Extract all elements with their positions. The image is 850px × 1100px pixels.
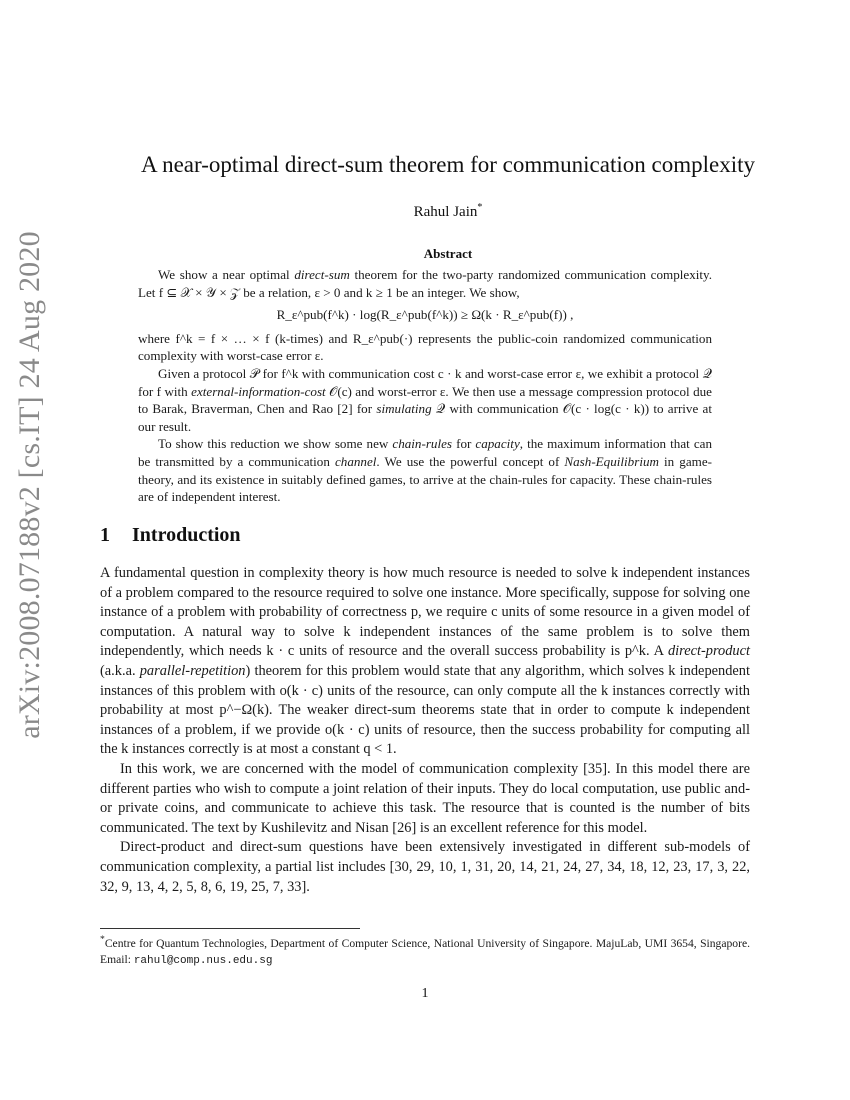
section-heading (100, 524, 500, 547)
page-number: 1 (421, 986, 429, 1001)
arxiv-identifier: arXiv:2008.07188v2 [cs.IT] 24 Aug 2020 (13, 231, 47, 739)
abstract-paragraph-1: We show a near optimal direct-sum theorem for the two-party randomized communication complexity. Let f ⊆ 𝒳 × 𝒴 × 𝒵 be a relation, ε > 0 and k ≥ 1 be an integer. We show, (138, 267, 712, 300)
author-name: Rahul Jain (413, 204, 478, 220)
section-title: Introduction (132, 524, 241, 546)
author-line (80, 202, 816, 221)
abstract-heading: Abstract (423, 246, 473, 261)
intro-paragraph-2: In this work, we are concerned with the model of communication complexity [35]. In this model there are different parties who wish to compute a joint relation of their inputs. They do local computation, use public and-or private coins, and communicate to achieve this task. The resource that is counted is the number of bits communicated. The text by Kushilevitz and Nisan [26] is an excellent reference for this model. (100, 760, 750, 836)
introduction-body (100, 564, 750, 897)
footnote (100, 932, 750, 969)
footnote-mark: * (100, 934, 105, 945)
intro-paragraph-1: A fundamental question in complexity theory is how much resource is needed to solve k independent instances of a problem compared to the resource required to solve one instance. More specifically, suppose for solving one instance of a problem with probability of correctness p, we require c units of some resource in a given model of computation. A natural way to solve k independent instances of the same problem is to solve them independently, which needs k · c units of resource and the overall success probability is p^k. A direct-product (a.k.a. parallel-repetition) theorem for this problem would state that any algorithm, which solves k independent instances of this problem with o(k · c) units of the resource, can only compute all the k instances correctly with probability at most p^−Ω(k). The weaker direct-sum theorems state that in order to compute k independent instances of a problem, if we provide o(k · c) units of resource, then the success probability for computing all the k instances correctly is at most a constant q < 1. (100, 565, 750, 758)
footnote-text: Centre for Quantum Technologies, Department of Computer Science, National University of Singapore. MajuLab, UMI 3654, Singapore. Email: (100, 936, 750, 966)
author-footnote-mark: * (477, 202, 483, 213)
abstract-equation: R_ε^pub(f^k) · log(R_ε^pub(f^k)) ≥ Ω(k · R_ε^pub(f)) , (276, 307, 574, 323)
abstract-body (138, 266, 712, 506)
abstract-paragraph-2: where f^k = f × … × f (k-times) and R_ε^pub(·) represents the public-coin randomized communication complexity with worst-case error ε. (138, 330, 712, 364)
intro-paragraph-3: Direct-product and direct-sum questions have been extensively investigated in different sub-models of communication complexity, a partial list includes [30, 29, 10, 1, 31, 20, 14, 21, 24, 27, 34, 18, 12, 23, 17, 3, 22, 32, 9, 13, 4, 2, 5, 8, 6, 19, 25, 7, 33]. (100, 839, 750, 895)
paper-title: A near-optimal direct-sum theorem for communication complexity (141, 152, 755, 177)
arxiv-stamp (8, 231, 52, 739)
footnote-divider (100, 928, 360, 929)
abstract-paragraph-4: To show this reduction we show some new chain-rules for capacity, the maximum information that can be transmitted by a communication channel. We use the powerful concept of Nash-Equilibrium in game-theory, and its existence in suitably defined games, to arrive at the chain-rules for capacity. These chain-rules are of independent interest. (138, 436, 713, 505)
footnote-email: rahul@comp.nus.edu.sg (133, 954, 273, 967)
abstract-paragraph-3: Given a protocol 𝒫 for f^k with communication cost c · k and worst-case error ε, we exhibit a protocol 𝒬 for f with external-information-cost 𝒪(c) and worst-error ε. We then use a message compression protocol due to Barak, Braverman, Chen and Rao [2] for simulating 𝒬 with communication 𝒪(c · log(c · k)) to arrive at our result. (138, 365, 712, 434)
section-number: 1 (100, 524, 110, 546)
